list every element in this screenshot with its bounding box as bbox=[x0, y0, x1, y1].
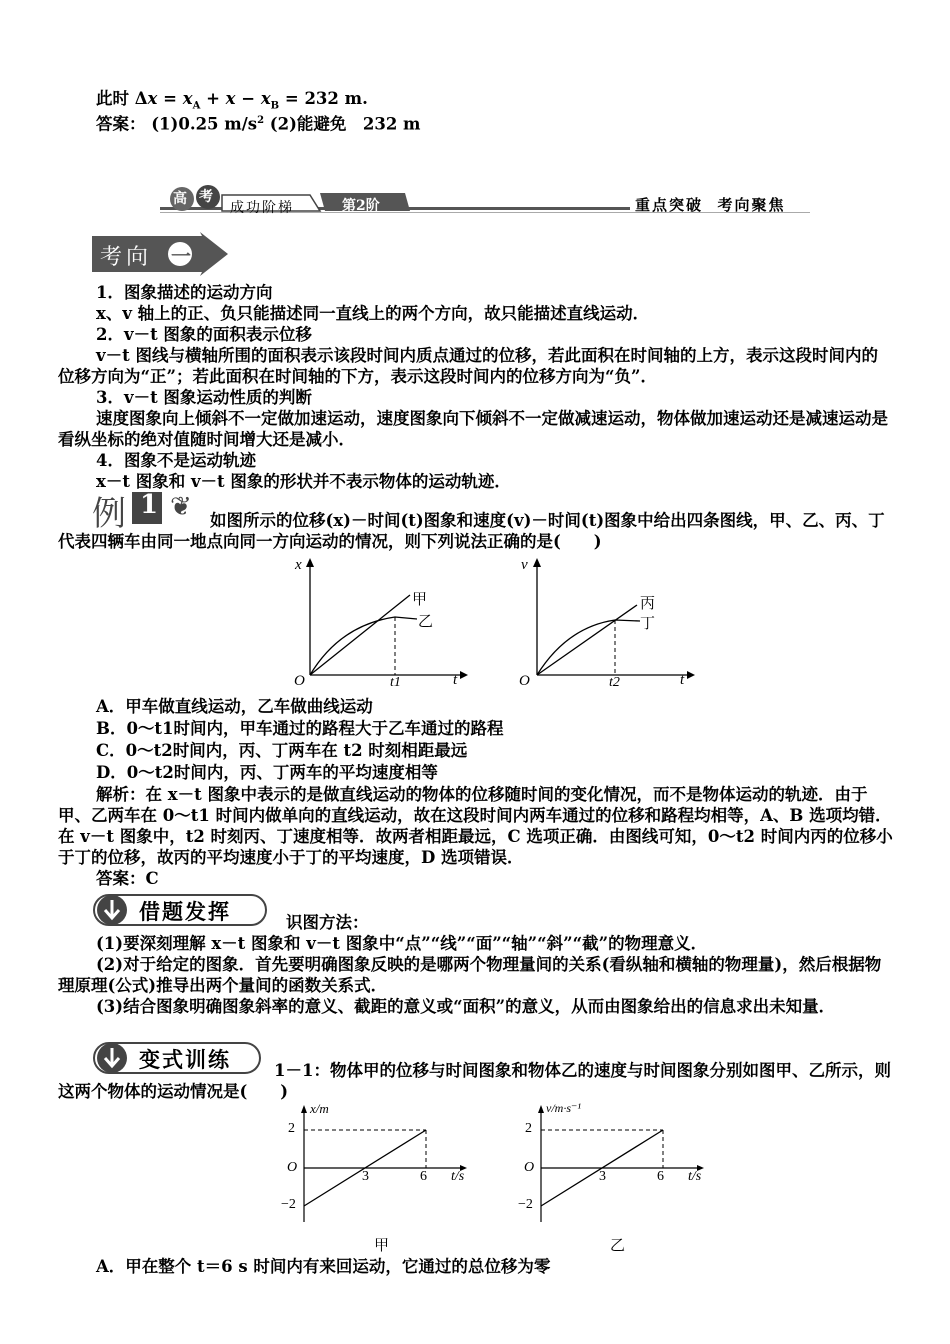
bianshi-option-a: A．甲在整个 t＝6 s 时间内有来回运动，它通过的总位移为零 bbox=[96, 1257, 551, 1276]
point-heading-3: 3．v－t 图象运动性质的判断 bbox=[96, 388, 312, 407]
kaoxiang-number: 一 bbox=[171, 244, 191, 268]
jieti-tag bbox=[93, 892, 269, 928]
figB-ylabel: v/m·s⁻¹ bbox=[546, 1101, 581, 1115]
figA-yn2: −2 bbox=[281, 1197, 296, 1212]
figB-caption: 乙 bbox=[610, 1236, 626, 1254]
figB-yn2: −2 bbox=[518, 1197, 533, 1212]
top-answer: 答案： (1)0.25 $m/s^2$ (2)能避免 232 m bbox=[96, 114, 421, 134]
fig2-xlabel: t bbox=[680, 672, 685, 688]
figA-y2: 2 bbox=[288, 1121, 295, 1136]
leaf-icon: ❦ bbox=[170, 492, 192, 522]
figA-xlabel: t/s bbox=[451, 1169, 465, 1184]
fig2-ding: 丁 bbox=[640, 614, 656, 632]
top-line-1: 此时 $\Delta x = x_A + x - x_B = 232$ m. bbox=[96, 89, 368, 112]
fig2-bing: 丙 bbox=[640, 594, 656, 612]
figB-xlabel: t/s bbox=[688, 1169, 702, 1184]
figB-x6: 6 bbox=[657, 1169, 664, 1184]
jieti-p2: (2)对于给定的图象．首先要明确图象反映的是哪两个物理量间的关系(看纵轴和横轴的物理量)，然后根据物理原理(公式)推导出两个量间的函数关系式． bbox=[58, 955, 882, 995]
figA-x6: 6 bbox=[420, 1169, 427, 1184]
curve-ding bbox=[537, 620, 640, 675]
banner-right: 重点突破 考向聚焦 bbox=[635, 196, 786, 214]
fig2-origin: O bbox=[519, 673, 530, 689]
banner-kao: 考 bbox=[199, 189, 213, 205]
figure-xt bbox=[285, 555, 475, 695]
example-question: 如图所示的位移(x)－时间(t)图象和速度(v)－时间(t)图象中给出四条图线，甲、乙、丙、丁代表四辆车由同一地点向同一方向运动的情况，则下列说法正确的是( ) bbox=[58, 511, 885, 551]
figA-x3: 3 bbox=[362, 1169, 369, 1184]
point-text-4: x－t 图象和 v－t 图象的形状并不表示物体的运动轨迹． bbox=[96, 472, 511, 491]
example-answer: 答案：C bbox=[96, 869, 159, 888]
point-heading-1: 1．图象描述的运动方向 bbox=[96, 283, 273, 302]
banner-gao: 高 bbox=[173, 191, 187, 207]
figA-caption: 甲 bbox=[374, 1236, 390, 1254]
figure-vt bbox=[512, 555, 702, 695]
point-heading-2: 2．v－t 图象的面积表示位移 bbox=[96, 325, 312, 344]
figure-jia bbox=[268, 1100, 478, 1230]
jieti-p3: (3)结合图象明确图象斜率的意义、截距的意义或“面积”的意义，从而由图象给出的信息求出未知量． bbox=[96, 997, 836, 1016]
option-a: A．甲车做直线运动，乙车做曲线运动 bbox=[96, 697, 373, 716]
kaoxiang-label: 考向 bbox=[100, 245, 153, 270]
fig1-origin: O bbox=[294, 673, 305, 689]
point-text-1: x、v 轴上的正、负只能描述同一直线上的两个方向，故只能描述直线运动． bbox=[96, 304, 650, 323]
option-c: C．0～t2时间内，丙、丁两车在 t2 时刻相距最远 bbox=[96, 741, 468, 760]
example-li: 例 bbox=[92, 494, 126, 534]
bianshi-question: 1－1：物体甲的位移与时间图象和物体乙的速度与时间图象分别如图甲、乙所示，则这两个物体的运动情况是( ) bbox=[58, 1061, 891, 1101]
jieti-title: 识图方法： bbox=[286, 913, 369, 932]
kaoxiang-tag bbox=[92, 232, 232, 276]
bianshi-label: 变式训练 bbox=[139, 1048, 231, 1072]
jieti-p1: (1)要深刻理解 x－t 图象和 v－t 图象中“点”“线”“面”“轴”“斜”“截”的物理意义． bbox=[96, 934, 708, 953]
line-bing bbox=[537, 605, 637, 675]
section-banner bbox=[160, 185, 810, 221]
figB-origin: O bbox=[524, 1160, 535, 1175]
figB-x3: 3 bbox=[599, 1169, 606, 1184]
fig1-jia: 甲 bbox=[412, 590, 428, 608]
fig1-yi: 乙 bbox=[418, 612, 434, 630]
point-text-2: v－t 图线与横轴所围的面积表示该段时间内质点通过的位移，若此面积在时间轴的上方，表示这段时间内的位移方向为“正”；若此面积在时间轴的下方，表示这段时间内的位移方向为“负”． bbox=[58, 346, 878, 386]
fig1-ylabel: x bbox=[295, 557, 302, 573]
banner-ladder: 成功阶梯 bbox=[230, 200, 294, 216]
fig1-t1: t1 bbox=[390, 675, 401, 690]
fig2-t2: t2 bbox=[609, 675, 620, 690]
curve-yi bbox=[310, 617, 417, 675]
option-d: D．0～t2时间内，丙、丁两车的平均速度相等 bbox=[96, 763, 438, 782]
example-number: 1 bbox=[140, 490, 159, 520]
option-b: B．0～t1时间内，甲车通过的路程大于乙车通过的路程 bbox=[96, 719, 504, 738]
figA-ylabel: x/m bbox=[310, 1101, 329, 1116]
point-heading-4: 4．图象不是运动轨迹 bbox=[96, 451, 256, 470]
banner-step: 第2阶 bbox=[342, 198, 380, 214]
jieti-label: 借题发挥 bbox=[139, 900, 231, 924]
figB-y2: 2 bbox=[525, 1121, 532, 1136]
point-text-3: 速度图象向上倾斜不一定做加速运动，速度图象向下倾斜不一定做减速运动，物体做加速运动还是减速运动是看纵坐标的绝对值随时间增大还是减小． bbox=[58, 409, 888, 449]
fig1-xlabel: t bbox=[453, 672, 458, 688]
fig2-ylabel: v bbox=[521, 557, 528, 573]
analysis: 解析：在 x－t 图象中表示的是做直线运动的物体的位移随时间的变化情况，而不是物体运动的轨迹．由于甲、乙两车在 0～t1 时间内做单向的直线运动，故在这段时间内两车通过的位移和路程均相等，A、B 选项均错．在 v－t 图象中，t2 时刻丙、丁速度相等．故两者相距最远，C 选项正确．由图线可知，0～t2 时间内丙的位移小于丁的位移，故丙的平均速度小于丁的平均速度，D 选项错误． bbox=[58, 785, 893, 867]
figA-origin: O bbox=[287, 1160, 298, 1175]
figure-yi bbox=[505, 1100, 715, 1230]
